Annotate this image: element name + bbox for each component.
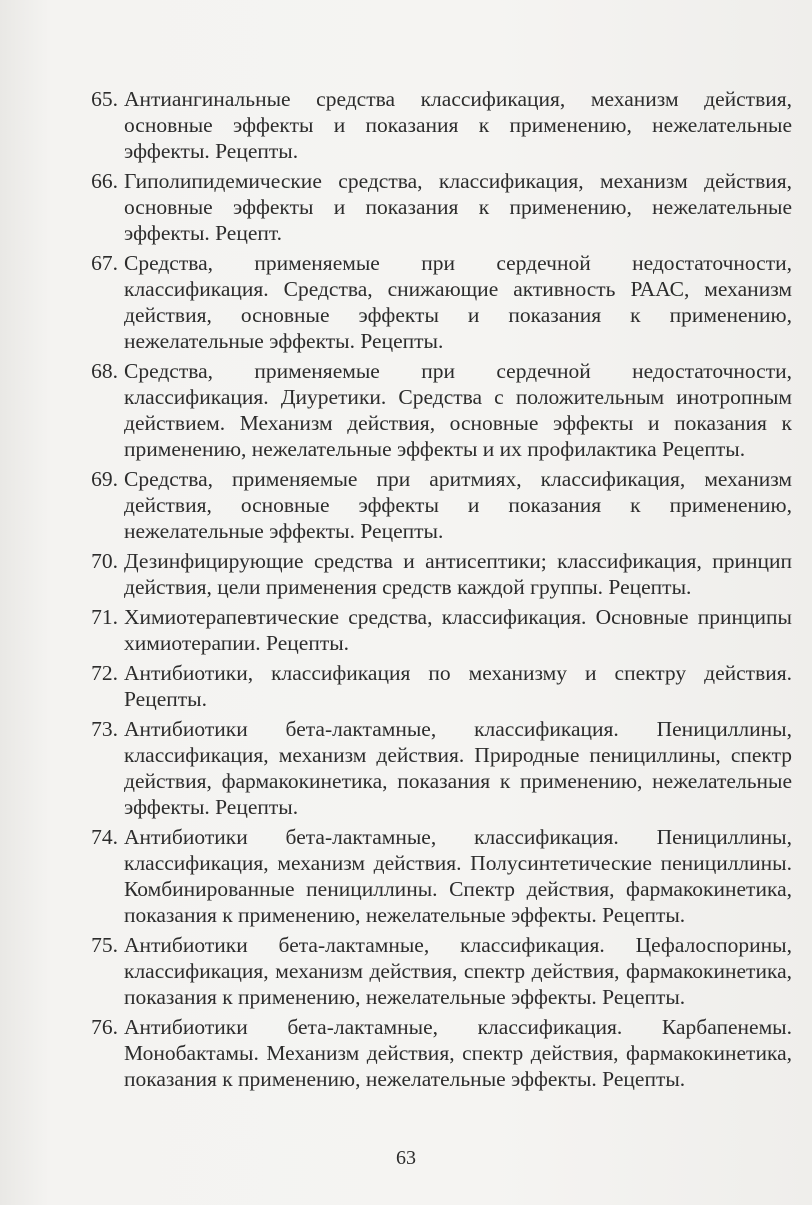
item-text: Антибиотики, классификация по механизму и спектру действия. Рецепты. [124,661,792,711]
item-text: Антибиотики бета-лактамные, классификация. Пенициллины, классификация, механизм действия. Полусинтетические пенициллины. Комбинированные пенициллины. Спектр действия, фармакокинетика, показания к применению, нежелательные эффекты. Рецепты. [124,825,792,927]
item-number: 66. [91,169,118,193]
item-number: 71. [91,605,118,629]
item-number: 74. [91,825,118,849]
list-item [74,604,792,656]
item-number: 69. [91,467,118,491]
item-number: 76. [91,1015,118,1039]
list-item [74,660,792,712]
item-number: 67. [91,251,118,275]
item-number: 65. [91,87,118,111]
item-text: Дезинфицирующие средства и антисептики; классификация, принцип действия, цели применения средств каждой группы. Рецепты. [124,549,792,599]
list-item [74,358,792,462]
item-number: 72. [91,661,118,685]
item-text: Химиотерапевтические средства, классификация. Основные принципы химиотерапии. Рецепты. [124,605,792,655]
list-item [74,548,792,600]
list-item [74,716,792,820]
item-text: Антибиотики бета-лактамные, классификация. Карбапенемы. Монобактамы. Механизм действия, спектр действия, фармакокинетика, показания к применению, нежелательные эффекты. Рецепты. [124,1015,792,1091]
item-text: Антибиотики бета-лактамные, классификация. Пенициллины, классификация, механизм действия. Природные пенициллины, спектр действия, фармакокинетика, показания к применению, нежелательные эффекты. Рецепты. [124,717,792,819]
question-list [74,86,792,1096]
item-text: Средства, применяемые при сердечной недостаточности, классификация. Средства, снижающие активность РААС, механизм действия, основные эффекты и показания к применению, нежелательные эффекты. Рецепты. [124,251,792,353]
list-item [74,1014,792,1092]
item-number: 75. [91,933,118,957]
item-number: 70. [91,549,118,573]
item-text: Средства, применяемые при сердечной недостаточности, классификация. Диуретики. Средства с положительным инотропным действием. Механизм действия, основные эффекты и показания к применению, нежелательные эффекты и их профилактика Рецепты. [124,359,792,461]
list-item [74,466,792,544]
list-item [74,932,792,1010]
item-text: Антибиотики бета-лактамные, классификация. Цефалоспорины, классификация, механизм действия, спектр действия, фармакокинетика, показания к применению, нежелательные эффекты. Рецепты. [124,933,792,1009]
item-text: Антиангинальные средства классификация, механизм действия, основные эффекты и показания к применению, нежелательные эффекты. Рецепты. [124,87,792,163]
item-text: Средства, применяемые при аритмиях, классификация, механизм действия, основные эффекты и показания к применению, нежелательные эффекты. Рецепты. [124,467,792,543]
list-item [74,250,792,354]
list-item [74,824,792,928]
list-item [74,86,792,164]
item-text: Гиполипидемические средства, классификация, механизм действия, основные эффекты и показания к применению, нежелательные эффекты. Рецепт. [124,169,792,245]
list-item [74,168,792,246]
item-number: 68. [91,359,118,383]
item-number: 73. [91,717,118,741]
page-number: 63 [396,1147,416,1169]
